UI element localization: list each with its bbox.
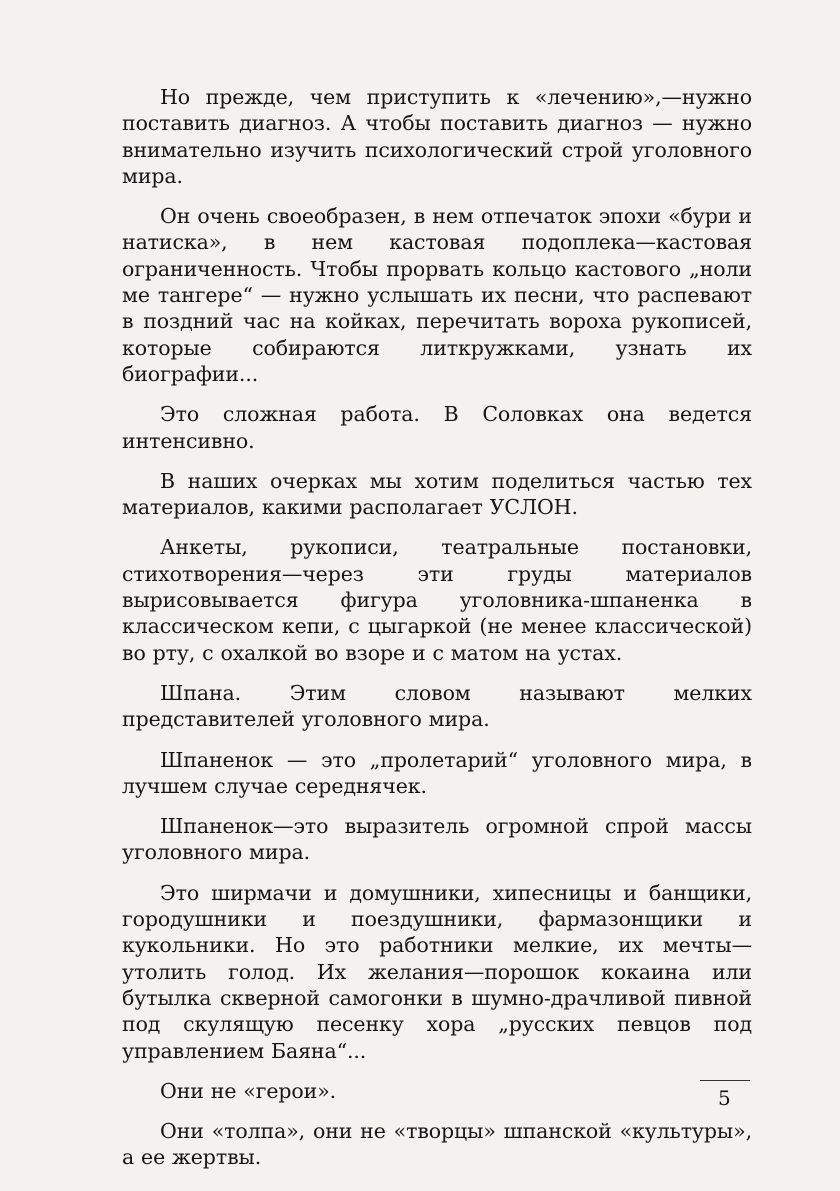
paragraph-not-heroes: Они не «герои». (160, 1078, 337, 1103)
paragraph-questionnaires: Анкеты, рукописи, театральные постановки, стихотворения—через эти груды материалов вырисовывается фигура уголовника-шпаненка в классическом кепи, с цыгаркой (не менее классической) во рту, с охалкой во взоре и с матом на устах. (122, 535, 752, 665)
paragraph-shpanenok-mass: Шпаненок—это выразитель огромной спрой массы уголовного мира. (122, 814, 752, 865)
paragraph-usl-materials: В наших очерках мы хотим поделиться частью тех материалов, какими располагает УСЛОН. (122, 468, 752, 520)
paragraph-shpana-definition: Шпана. Этим словом называют мелких представителей уголовного мира. (122, 680, 752, 732)
paragraph-solovki-work: Это сложная работа. В Соловках она ведется интенсивно. (122, 402, 752, 453)
paragraph-victims: Они «толпа», они не «творцы» шпанской «культуры», а ее жертвы. (122, 1119, 752, 1170)
paragraph-shpanenok-proletarian: Шпаненок — это „пролетарий“ уголовного мира, в лучшем случае середнячек. (122, 747, 752, 798)
paragraph-diagnosis: Но прежде, чем приступить к «лечению»,—нужно поставить диагноз. А чтобы поставить диагноз — нужно внимательно изучить психологический строй уголовного мира. (122, 85, 752, 188)
page-number-rule (700, 1080, 750, 1081)
paragraph-caste: Он очень своеобразен, в нем отпечаток эпохи «бури и натиска», в нем кастовая подоплека—кастовая ограниченность. Чтобы прорвать кольцо кастового „ноли ме тангере“ — нужно услышать их песни, что распевают в поздний час на койках, перечитать вороха рукописей, которые собираются литкружками, узнать их биографии... (122, 204, 752, 386)
paragraph-criminal-types: Это ширмачи и домушники, хипесницы и банщики, городушники и поездушники, фармазонщики и кукольники. Но это работники мелкие, их мечты— утолить голод. Их желания—порошок кокаина или бутылка скверной самогонки в шумно-драчливой пивной под скулящую песенку хора „русских певцов под управлением Баяна“... (122, 880, 752, 1063)
page-footer (700, 1080, 750, 1120)
page-text-block (122, 84, 752, 1170)
page-number: 5 (718, 1086, 731, 1110)
